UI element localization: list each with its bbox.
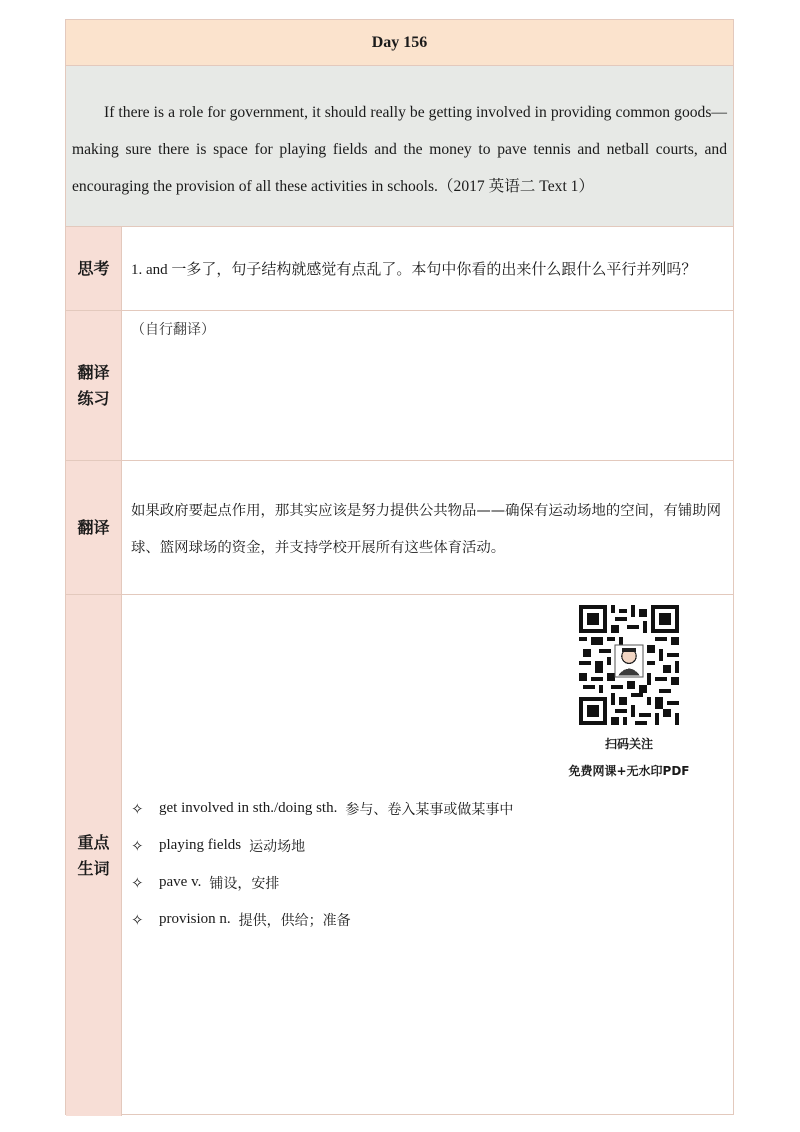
diamond-bullet-icon: ✧ [131, 910, 144, 929]
diamond-bullet-icon: ✧ [131, 873, 144, 892]
practice-label-line2: 练习 [77, 388, 110, 408]
vocab-label [66, 595, 122, 1116]
vocab-term: playing fields [159, 837, 242, 853]
page-title: Day 156 [371, 33, 428, 51]
vocab-label-line1: 重点 [77, 832, 110, 852]
think-question: 1. and 一多了，句子结构就感觉有点乱了。本句中你看的出来什么跟什么平行并列吗？ [131, 262, 697, 278]
qr-code-icon [579, 605, 679, 725]
think-row [66, 227, 733, 311]
practice-label [66, 311, 122, 460]
vocab-term: pave v. [159, 874, 202, 890]
qr-promo [561, 605, 697, 779]
qr-caption-scan: 扫码关注 [604, 737, 653, 751]
vocab-item [131, 790, 513, 827]
translation-text: 如果政府要起点作用，那其实应该是努力提供公共物品——确保有运动场地的空间，有铺助网球、篮网球场的资金，并支持学校开展所有这些体育活动。 [131, 503, 722, 556]
title-row [66, 20, 733, 66]
diamond-bullet-icon: ✧ [131, 799, 144, 818]
translation-label: 翻译 [66, 461, 122, 594]
think-content [122, 227, 733, 310]
study-sheet [65, 19, 734, 1115]
diamond-bullet-icon: ✧ [131, 836, 144, 855]
vocab-label-line2: 生词 [77, 858, 110, 878]
passage-row [66, 66, 733, 227]
vocab-row [66, 595, 733, 1116]
translation-row [66, 461, 733, 595]
vocab-term: provision n. [159, 911, 231, 927]
translation-content [122, 461, 733, 594]
practice-hint: （自行翻译） [131, 322, 215, 338]
think-label: 思考 [66, 227, 122, 310]
practice-label-line1: 翻译 [77, 362, 110, 382]
passage-text: If there is a role for government, it should really be getting involved in providing common goods—making sure there is space for playing fields and the money to pave tennis and netball courts, and encouraging the provision of all these activities in schools.（2017 英语二 Text 1） [72, 104, 727, 195]
practice-content [122, 311, 733, 460]
vocab-item [131, 827, 513, 864]
vocab-list [131, 790, 513, 938]
vocab-meaning: 提供，供给；准备 [238, 912, 351, 929]
vocab-item [131, 864, 513, 901]
vocab-term: get involved in sth./doing sth. [159, 800, 338, 816]
vocab-meaning: 铺设，安排 [209, 875, 280, 892]
vocab-meaning: 参与、卷入某事或做某事中 [345, 801, 514, 818]
vocab-item [131, 901, 513, 938]
qr-caption-offer: 免费网课+无水印PDF [568, 764, 690, 778]
practice-row [66, 311, 733, 461]
vocab-meaning: 运动场地 [249, 838, 306, 855]
vocab-content [122, 595, 733, 1116]
